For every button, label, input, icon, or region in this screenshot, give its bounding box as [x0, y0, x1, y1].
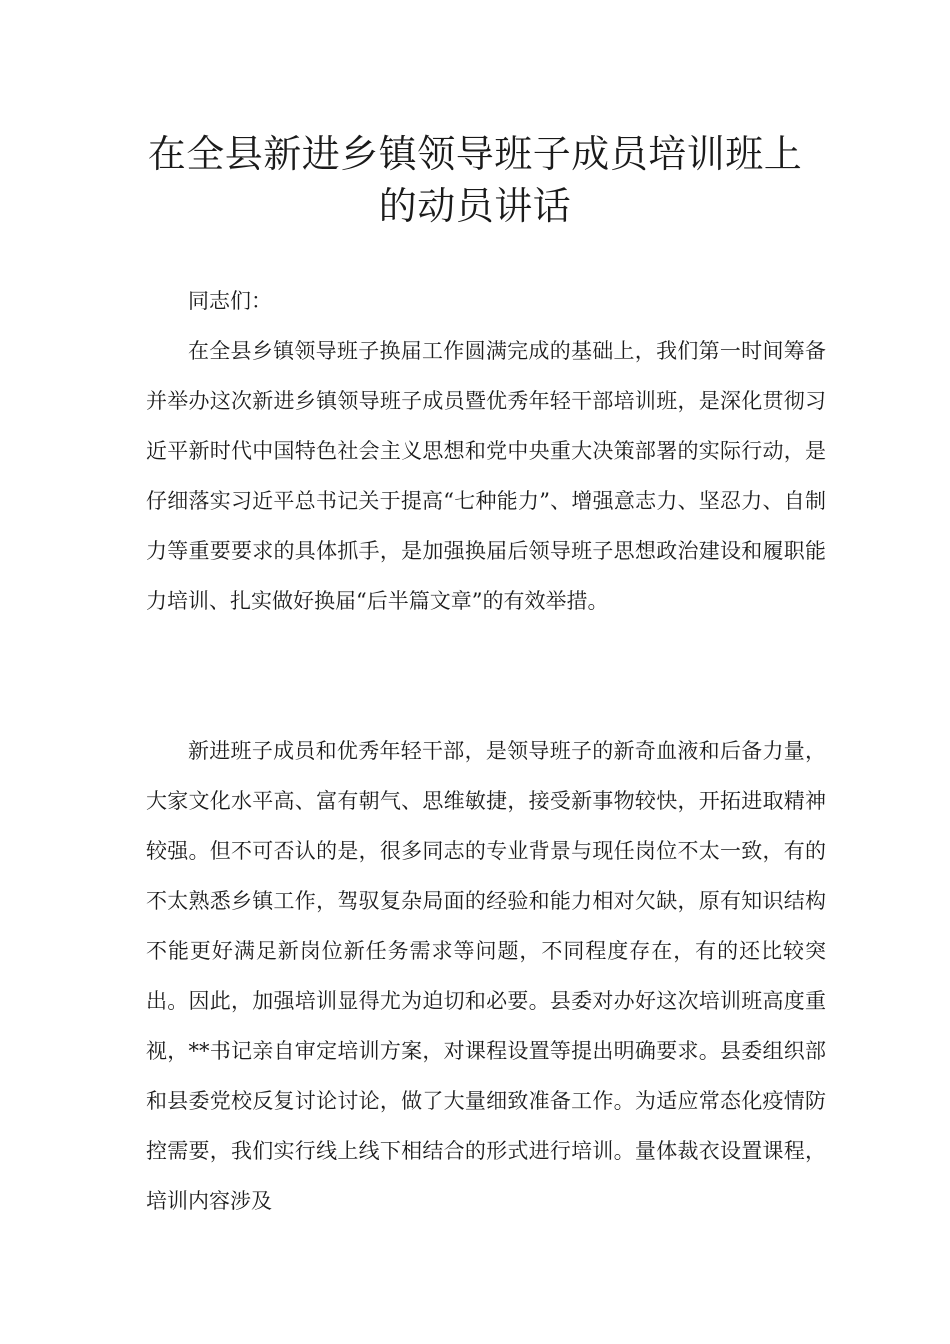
title-line-2: 的动员讲话 [378, 184, 572, 228]
paragraph-1: 在全县乡镇领导班子换届工作圆满完成的基础上，我们第一时间筹备并举办这次新进乡镇领导班子成员暨优秀年轻干部培训班，是深化贯彻习近平新时代中国特色社会主义思想和党中央重大决策部署的实际行动，是仔细落实习近平总书记关于提高“七种能力”、增强意志力、坚忍力、自制力等重要要求的具体抓手，是加强换届后领导班子思想政治建设和履职能力培训、扎实做好换届“后半篇文章”的有效举措。 [146, 339, 826, 613]
title-line-1: 在全县新进乡镇领导班子成员培训班上 [147, 132, 803, 176]
paragraph-2: 新进班子成员和优秀年轻干部，是领导班子的新奇血液和后备力量，大家文化水平高、富有朝气、思维敏捷，接受新事物较快，开拓进取精神较强。但不可否认的是，很多同志的专业背景与现任岗位不太一致，有的不太熟悉乡镇工作，驾驭复杂局面的经验和能力相对欠缺，原有知识结构不能更好满足新岗位新任务需求等问题，不同程度存在，有的还比较突出。因此，加强培训显得尤为迫切和必要。县委对办好这次培训班高度重视，**书记亲自审定培训方案，对课程设置等提出明确要求。县委组织部和县委党校反复讨论讨论，做了大量细致准备工作。为适应常态化疫情防控需要，我们实行线上线下相结合的形式进行培训。量体裁衣设置课程，培训内容涉及 [146, 739, 826, 1213]
salutation: 同志们： [188, 289, 272, 313]
document-title [100, 128, 850, 232]
